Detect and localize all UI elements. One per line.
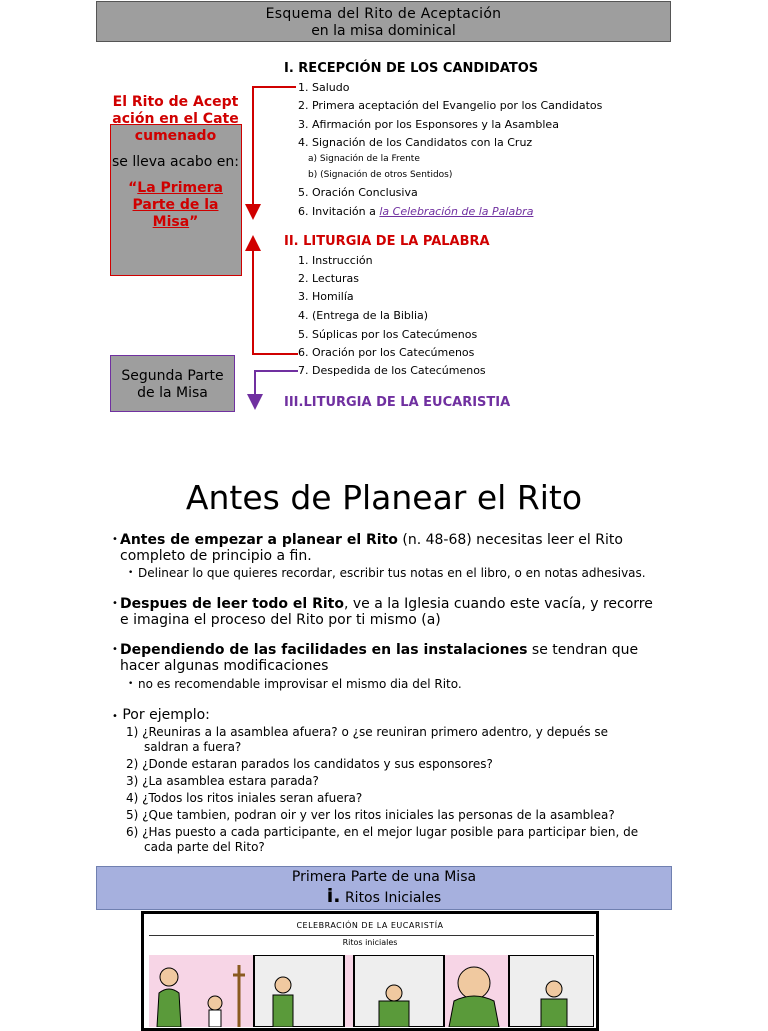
list-item: 6. Oración por los Catecúmenos	[298, 346, 475, 359]
bullet-2-bold: Despues de leer todo el Rito	[120, 596, 344, 612]
comic-illustration	[149, 955, 594, 1027]
list-item: 1. Saludo	[298, 81, 350, 94]
list-item: 3. Homilía	[298, 290, 354, 303]
list-item: 1. Instrucción	[298, 254, 373, 267]
left-box-text	[110, 94, 241, 231]
left-box-highlight-wrap	[110, 180, 241, 231]
bullet-dot: •	[128, 679, 134, 689]
list-item: 4. (Entrega de la Biblia)	[298, 309, 429, 322]
bullet-3-sub	[128, 677, 668, 691]
connector-arrows	[240, 80, 310, 420]
bullet-4-text: Por ejemplo:	[122, 707, 210, 723]
second-part-box: Segunda Parte de la Misa	[110, 355, 235, 412]
bullet-1-sub	[128, 566, 668, 580]
bullet-3-rest: se tendran que hacer algunas modificaciones	[120, 642, 639, 674]
bullet-1-bold: Antes de empezar a planear el Rito	[120, 532, 398, 548]
panel-divider	[149, 935, 594, 936]
list-item-invitation	[298, 205, 533, 218]
slide3-numeral: i.	[326, 885, 341, 907]
question-list	[126, 725, 646, 855]
bullet-3-bold: Dependiendo de las facilidades en las instalaciones	[120, 642, 528, 658]
panel-title: CELEBRACIÓN DE LA EUCARISTÍA	[296, 921, 444, 930]
list-item: 2. Primera aceptación del Evangelio por los Candidatos	[298, 99, 603, 112]
question-item: 2) ¿Donde estaran parados los candidatos y sus esponsores?	[126, 757, 493, 771]
bullet-1-sub-text: Delinear lo que quieres recordar, escribir tus notas en el libro, o en notas adhesivas.	[138, 566, 646, 580]
bullet-dot: •	[112, 598, 118, 609]
invitation-prefix: 6. Invitación a	[298, 205, 380, 218]
bullet-1-rest: (n. 48-68) necesitas leer el Rito completo de principio a fin.	[120, 532, 623, 564]
quote-open: “	[128, 180, 138, 196]
header-title: Esquema del Rito de Aceptación	[265, 6, 502, 22]
slide3-header	[96, 866, 672, 910]
question-item: 3) ¿La asamblea estara parada?	[126, 774, 319, 788]
left-box-heading: El Rito de Aceptación en el Catecumenado	[112, 94, 239, 144]
bullet-dot: •	[128, 568, 134, 578]
bullet-3-sub-text: no es recomendable improvisar el mismo dia del Rito.	[138, 677, 462, 691]
bullet-3	[112, 642, 660, 674]
list-subitem: b) (Signación de otros Sentidos)	[308, 170, 453, 180]
list-item: 5. Súplicas por los Catecúmenos	[298, 328, 478, 341]
list-item: 5. Oración Conclusiva	[298, 186, 418, 199]
bullet-1	[112, 532, 660, 564]
left-box-middle: se lleva acabo en:	[111, 154, 240, 170]
celebracion-link[interactable]: la Celebración de la Palabra	[379, 205, 534, 218]
section2-title: II. LITURGIA DE LA PALABRA	[284, 234, 490, 249]
bullet-dot: •	[112, 644, 118, 655]
list-item: 2. Lecturas	[298, 272, 360, 285]
list-item: 4. Signación de los Candidatos con la Cruz	[298, 136, 533, 149]
question-item: 6) ¿Has puesto a cada participante, en el mejor lugar posible para participar bien, de cada parte del Rito?	[126, 825, 639, 854]
left-box-highlight: La Primera Parte de la Misa	[132, 180, 223, 230]
question-item: 4) ¿Todos los ritos iniales seran afuera?	[126, 791, 363, 805]
quote-close: ”	[189, 214, 199, 230]
comic-panel	[141, 911, 599, 1031]
list-item: 7. Despedida de los Catecúmenos	[298, 364, 486, 377]
section3-title: III.LITURGIA DE LA EUCARISTIA	[284, 395, 511, 410]
slide1-header	[96, 1, 671, 42]
slide3-subtitle: Ritos Iniciales	[344, 890, 442, 906]
question-item: 1) ¿Reuniras a la asamblea afuera? o ¿se reuniran primero adentro, y depués se saldran a fuera?	[126, 725, 609, 754]
section1-title: I. RECEPCIÓN DE LOS CANDIDATOS	[284, 61, 539, 76]
header-subtitle: en la misa dominical	[311, 23, 456, 39]
bullet-dot: •	[112, 534, 118, 545]
slide3-title: Primera Parte de una Misa	[291, 869, 477, 885]
panel-subtitle: Ritos iniciales	[342, 938, 398, 947]
bullet-2	[112, 596, 660, 628]
slide2-title: Antes de Planear el Rito	[185, 478, 583, 517]
slide3-subtitle-row	[97, 886, 671, 908]
bullet-4	[112, 707, 210, 725]
list-item: 3. Afirmación por los Esponsores y la Asamblea	[298, 118, 559, 131]
question-item: 5) ¿Que tambien, podran oir y ver los ritos iniciales las personas de la asamblea?	[126, 808, 615, 822]
list-subitem: a) Signación de la Frente	[308, 154, 420, 164]
bullet-dot: •	[112, 711, 118, 722]
bullet-2-rest: , ve a la Iglesia cuando este vacía, y recorre e imagina el proceso del Rito por ti mismo (a)	[120, 596, 653, 628]
